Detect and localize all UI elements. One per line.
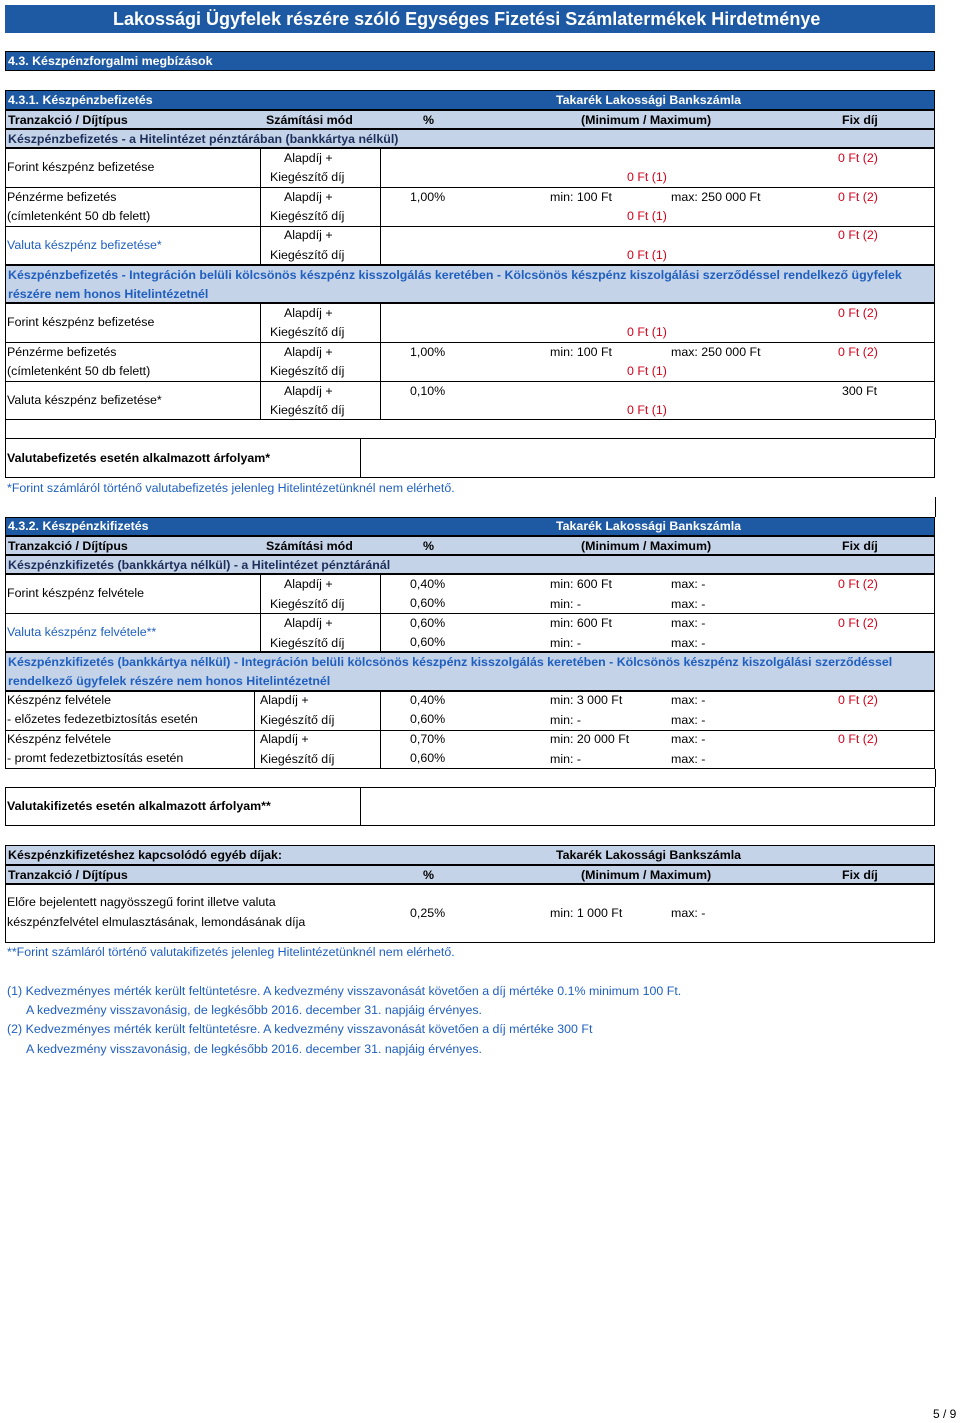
- other-r1-min: min: 1 000 Ft: [550, 906, 623, 920]
- deposit-r3-f1: 0 Ft (2): [838, 228, 878, 242]
- w-r4-min2: min: -: [550, 752, 581, 766]
- deposit-r6-m2: Kiegészítő díj: [270, 403, 345, 417]
- w-r3-max2: max: -: [671, 713, 706, 727]
- deposit-r5-name2: (címletenként 50 db felett): [7, 364, 151, 378]
- col-minmax: (Minimum / Maximum): [581, 113, 712, 127]
- deposit-r5-pct: 1,00%: [410, 345, 446, 359]
- w-col-pct: %: [423, 539, 435, 553]
- deposit-r6-pct: 0,10%: [410, 384, 446, 398]
- deposit-r2-min: min: 100 Ft: [550, 190, 612, 204]
- o-col-minmax: (Minimum / Maximum): [581, 868, 712, 882]
- w-r3-m1: Alapdíj +: [260, 693, 309, 707]
- other-column-header: [5, 865, 935, 884]
- deposit-r1-f2: 0 Ft (1): [627, 170, 667, 184]
- w-col-szamitasi: Számítási mód: [266, 539, 353, 553]
- col-pct: %: [423, 113, 435, 127]
- w-r3-p1: 0,40%: [410, 693, 446, 707]
- w-r4-max1: max: -: [671, 732, 706, 746]
- deposit-r1-f1: 0 Ft (2): [838, 151, 878, 165]
- deposit-r2-name2: (címletenként 50 db felett): [7, 209, 151, 223]
- withdrawal-rate-label: Valutakifizetés esetén alkalmazott árfolyam**: [7, 799, 271, 813]
- w-r4-m2: Kiegészítő díj: [260, 752, 335, 766]
- deposit-sub1: Készpénzbefizetés - a Hitelintézet pénztárában (bankkártya nélkül): [8, 132, 399, 146]
- deposit-r5-max: max: 250 000 Ft: [671, 345, 761, 359]
- w-r1-max1: max: -: [671, 577, 706, 591]
- deposit-r3-m1: Alapdíj +: [284, 228, 333, 242]
- w-r3-m2: Kiegészítő díj: [260, 713, 335, 727]
- w-r2-p1: 0,60%: [410, 616, 446, 630]
- section-bar: [5, 51, 935, 71]
- deposit-r3-m2: Kiegészítő díj: [270, 248, 345, 262]
- other-r1-pct: 0,25%: [410, 906, 446, 920]
- deposit-r2-name1: Pénzérme befizetés: [7, 190, 117, 204]
- other-r1-name2: készpénzfelvétel elmulasztásának, lemondásának díja: [7, 915, 306, 929]
- deposit-column-header: [5, 110, 935, 129]
- section-title: 4.3. Készpénzforgalmi megbízások: [8, 54, 213, 68]
- document-title: Lakossági Ügyfelek részére szóló Egységes Fizetési Számlatermékek Hirdetménye: [113, 9, 821, 29]
- page-number: 5 / 9: [933, 1407, 957, 1421]
- deposit-sub1-header: [5, 129, 935, 148]
- o-col-fix: Fix díj: [842, 868, 878, 882]
- withdrawal-sub2-l2: rendelkező ügyfelek részére nem honos Hitelintézetnél: [8, 674, 331, 688]
- deposit-r3-name: Valuta készpénz befizetése*: [7, 238, 162, 252]
- withdrawal-title: 4.3.2. Készpénzkifizetés: [8, 519, 149, 533]
- w-r2-min1: min: 600 Ft: [550, 616, 612, 630]
- deposit-note: *Forint számláról történő valutabefizetés jelenleg Hitelintézetünknél nem elérhető.: [7, 481, 455, 495]
- deposit-product: Takarék Lakossági Bankszámla: [556, 93, 742, 107]
- o-col-tranzakcio: Tranzakció / Díjtípus: [8, 868, 128, 882]
- deposit-title-bar: [5, 90, 935, 110]
- w-r4-p1: 0,70%: [410, 732, 446, 746]
- deposit-r6-f2: 0 Ft (1): [627, 403, 667, 417]
- deposit-r6-m1: Alapdíj +: [284, 384, 333, 398]
- deposit-sub2-l1: Készpénzbefizetés - Integráción belüli kölcsönös készpénz kisszolgálás keretében - Kölcsönös készpénz kiszolgálási szerződéssel rendelkező ügyfelek: [8, 268, 902, 282]
- withdrawal-product: Takarék Lakossági Bankszámla: [556, 519, 742, 533]
- deposit-title: 4.3.1. Készpénzbefizetés: [8, 93, 153, 107]
- w-col-fix: Fix díj: [842, 539, 878, 553]
- w-r2-m2: Kiegészítő díj: [270, 636, 345, 650]
- w-r2-min2: min: -: [550, 636, 581, 650]
- w-r2-m1: Alapdíj +: [284, 616, 333, 630]
- withdrawal-sub1-header: [5, 555, 935, 574]
- w-r1-max2: max: -: [671, 597, 706, 611]
- w-r1-min1: min: 600 Ft: [550, 577, 612, 591]
- deposit-r3-f2: 0 Ft (1): [627, 248, 667, 262]
- deposit-r6-name: Valuta készpénz befizetése*: [7, 393, 162, 407]
- deposit-r2-f2: 0 Ft (1): [627, 209, 667, 223]
- w-r3-max1: max: -: [671, 693, 706, 707]
- deposit-r1-m2: Kiegészítő díj: [270, 170, 345, 184]
- deposit-r5-min: min: 100 Ft: [550, 345, 612, 359]
- deposit-r4-f1: 0 Ft (2): [838, 306, 878, 320]
- footnote-2: (2) Kedvezményes mérték került feltüntetésre. A kedvezmény visszavonását követően a díj mértéke 300 Ft: [7, 1022, 593, 1036]
- other-title-bar: [5, 845, 935, 865]
- w-r3-f1: 0 Ft (2): [838, 693, 878, 707]
- w-col-minmax: (Minimum / Maximum): [581, 539, 712, 553]
- w-r3-p2: 0,60%: [410, 712, 446, 726]
- deposit-r2-max: max: 250 000 Ft: [671, 190, 761, 204]
- deposit-r2-m1: Alapdíj +: [284, 190, 333, 204]
- w-r1-min2: min: -: [550, 597, 581, 611]
- deposit-r5-f2: 0 Ft (1): [627, 364, 667, 378]
- deposit-r5-name1: Pénzérme befizetés: [7, 345, 117, 359]
- w-r3-min1: min: 3 000 Ft: [550, 693, 623, 707]
- w-r4-m1: Alapdíj +: [260, 732, 309, 746]
- footnote-1: (1) Kedvezményes mérték került feltüntetésre. A kedvezmény visszavonását követően a díj mértéke 0.1% minimum 100 Ft.: [7, 984, 682, 998]
- withdrawal-title-bar: [5, 517, 935, 536]
- other-note: **Forint számláról történő valutakifizetés jelenleg Hitelintézetünknél nem elérhető.: [7, 945, 455, 959]
- other-r1-max: max: -: [671, 906, 706, 920]
- deposit-rate-label: Valutabefizetés esetén alkalmazott árfolyam*: [7, 451, 271, 465]
- w-r1-m1: Alapdíj +: [284, 577, 333, 591]
- deposit-r5-f1: 0 Ft (2): [838, 345, 878, 359]
- deposit-r2-f1: 0 Ft (2): [838, 190, 878, 204]
- col-tranzakcio: Tranzakció / Díjtípus: [8, 113, 128, 127]
- deposit-sub2-l2: részére nem honos Hitelintézetnél: [8, 287, 209, 301]
- deposit-r2-pct: 1,00%: [410, 190, 446, 204]
- withdrawal-column-header: [5, 536, 935, 555]
- deposit-r4-f2: 0 Ft (1): [627, 325, 667, 339]
- w-r4-min1: min: 20 000 Ft: [550, 732, 630, 746]
- deposit-r4-m2: Kiegészítő díj: [270, 325, 345, 339]
- w-r3-min2: min: -: [550, 713, 581, 727]
- w-r2-max2: max: -: [671, 636, 706, 650]
- w-r2-f1: 0 Ft (2): [838, 616, 878, 630]
- other-product: Takarék Lakossági Bankszámla: [556, 848, 742, 862]
- other-title: Készpénzkifizetéshez kapcsolódó egyéb díjak:: [8, 848, 283, 862]
- w-r2-max1: max: -: [671, 616, 706, 630]
- withdrawal-sub1: Készpénzkifizetés (bankkártya nélkül) - a Hitelintézet pénztáránál: [8, 558, 391, 572]
- w-r4-f1: 0 Ft (2): [838, 732, 878, 746]
- w-r4-max2: max: -: [671, 752, 706, 766]
- w-r1-name: Forint készpénz felvétele: [7, 586, 145, 600]
- document-title-bar: [5, 5, 935, 33]
- w-r2-name: Valuta készpénz felvétele**: [7, 625, 157, 639]
- deposit-r5-m2: Kiegészítő díj: [270, 364, 345, 378]
- w-r3-name1: Készpénz felvétele: [7, 693, 112, 707]
- w-r1-m2: Kiegészítő díj: [270, 597, 345, 611]
- deposit-r5-m1: Alapdíj +: [284, 345, 333, 359]
- w-r1-p1: 0,40%: [410, 577, 446, 591]
- withdrawal-sub2-l1: Készpénzkifizetés (bankkártya nélkül) - Integráción belüli kölcsönös készpénz kisszolgálás keretében - Kölcsönös készpénz kiszolgálási szerződéssel: [8, 655, 893, 669]
- deposit-r1-name: Forint készpénz befizetése: [7, 160, 155, 174]
- col-szamitasi: Számítási mód: [266, 113, 353, 127]
- w-r1-f1: 0 Ft (2): [838, 577, 878, 591]
- deposit-r1-m1: Alapdíj +: [284, 151, 333, 165]
- other-row: [5, 884, 935, 943]
- footnote-1b: A kedvezmény visszavonásig, de legkésőbb 2016. december 31. napjáig érvényes.: [26, 1003, 482, 1017]
- deposit-r6-fix: 300 Ft: [842, 384, 878, 398]
- other-r1-name1: Előre bejelentett nagyösszegű forint illetve valuta: [7, 895, 276, 909]
- w-r2-p2: 0,60%: [410, 635, 446, 649]
- withdrawal-sub2-header: [5, 652, 935, 691]
- w-r4-name1: Készpénz felvétele: [7, 732, 112, 746]
- col-fix: Fix díj: [842, 113, 878, 127]
- deposit-r4-name: Forint készpénz befizetése: [7, 315, 155, 329]
- w-r4-name2: - promt fedezetbiztosítás esetén: [7, 751, 184, 765]
- deposit-sub2-header: [5, 265, 935, 303]
- footnote-2b: A kedvezmény visszavonásig, de legkésőbb 2016. december 31. napjáig érvényes.: [26, 1042, 482, 1056]
- w-r3-name2: - előzetes fedezetbiztosítás esetén: [7, 712, 198, 726]
- deposit-r4-m1: Alapdíj +: [284, 306, 333, 320]
- o-col-pct: %: [423, 868, 435, 882]
- deposit-r2-m2: Kiegészítő díj: [270, 209, 345, 223]
- w-r4-p2: 0,60%: [410, 751, 446, 765]
- w-col-tranzakcio: Tranzakció / Díjtípus: [8, 539, 128, 553]
- w-r1-p2: 0,60%: [410, 596, 446, 610]
